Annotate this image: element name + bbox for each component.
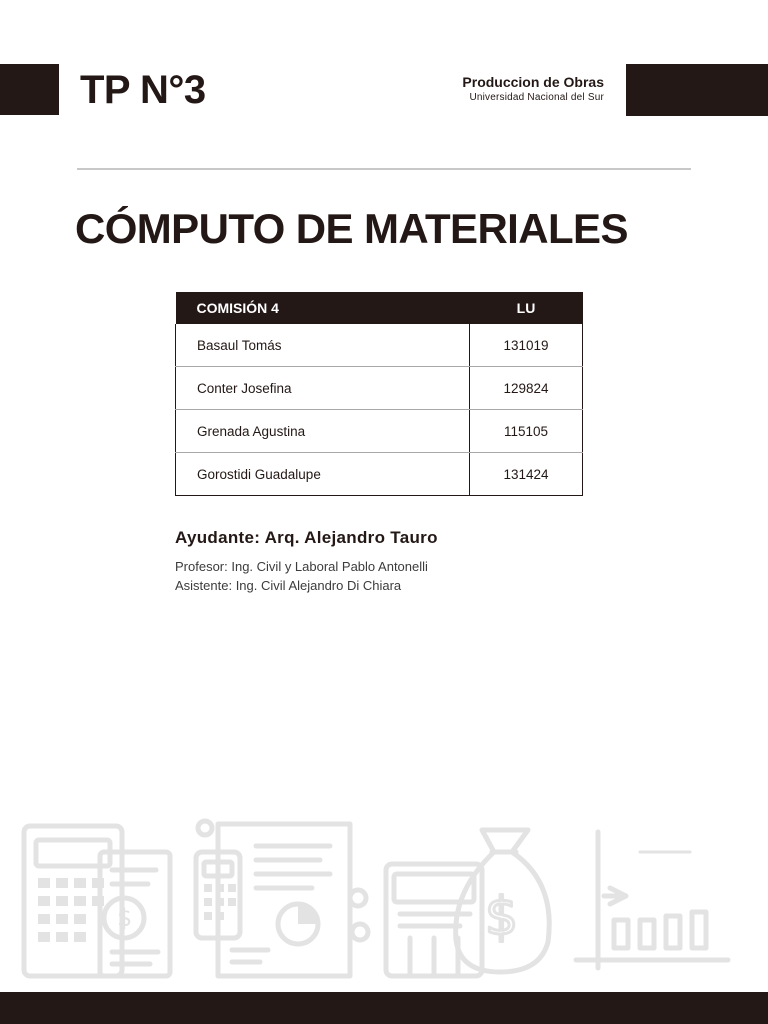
- student-name: Basaul Tomás: [176, 324, 470, 367]
- header-divider: [77, 168, 691, 170]
- student-lu: 131424: [470, 453, 583, 496]
- column-header-commission: COMISIÓN 4: [176, 292, 470, 324]
- team-table: [175, 292, 583, 496]
- course-info: [462, 74, 604, 104]
- table-header-row: [176, 292, 583, 324]
- student-name: Gorostidi Guadalupe: [176, 453, 470, 496]
- student-name: Grenada Agustina: [176, 410, 470, 453]
- student-lu: 131019: [470, 324, 583, 367]
- left-header-block: [0, 64, 59, 115]
- university-name: Universidad Nacional del Sur: [469, 92, 604, 103]
- course-name: Produccion de Obras: [462, 74, 604, 90]
- document-title: TP N°3: [80, 68, 206, 112]
- student-lu: 129824: [470, 367, 583, 410]
- professor-line: Profesor: Ing. Civil y Laboral Pablo Antonelli: [175, 559, 428, 574]
- right-header-block: [626, 64, 768, 116]
- table-row: [176, 324, 583, 367]
- calculator-document-icon: [196, 821, 368, 976]
- bar-chart-icon: [576, 832, 728, 968]
- main-title: CÓMPUTO DE MATERIALES: [75, 205, 628, 252]
- footer-band: [0, 992, 768, 1024]
- table-row: [176, 453, 583, 496]
- student-name: Conter Josefina: [176, 367, 470, 410]
- table-row: [176, 367, 583, 410]
- assistant-line: Asistente: Ing. Civil Alejandro Di Chiara: [175, 578, 402, 593]
- column-header-lu: LU: [470, 292, 583, 324]
- table-row: [176, 410, 583, 453]
- assistant-heading: Ayudante: Arq. Alejandro Tauro: [175, 528, 438, 547]
- svg-text:$: $: [117, 904, 133, 932]
- money-bag-icon: [386, 830, 549, 976]
- student-lu: 115105: [470, 410, 583, 453]
- calculator-invoice-icon: [24, 826, 170, 976]
- illustrations: [0, 812, 768, 990]
- svg-text:$: $: [485, 887, 519, 947]
